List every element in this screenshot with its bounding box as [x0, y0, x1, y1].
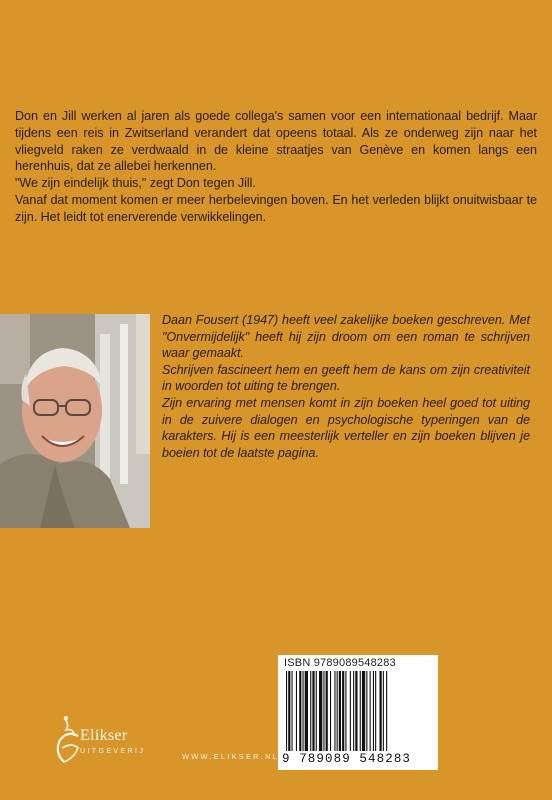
bio-paragraph-1: Daan Fousert (1947) heeft veel zakelijke boeken geschreven. Met "Onvermijdelijk" heeft hij zijn droom om een roman te schrijven waar gemaakt. — [162, 313, 530, 361]
author-photo — [0, 314, 150, 528]
isbn-label: ISBN 9789089548283 — [284, 657, 396, 669]
barcode-bars — [284, 671, 432, 753]
bio-paragraph-3: Zijn ervaring met mensen komt in zijn boeken heel goed tot uiting in de zuivere dialogen en psychologische typeringen van de karakters. Hij is een meesterlijk verteller en zijn boeken blijven je boeien tot de laatste pagina. — [162, 395, 530, 460]
bio-paragraph-2: Schrijven fascineert hem en geeft hem de kans om zijn creativiteit in woorden tot uiting te brengen. — [162, 362, 530, 394]
publisher-website[interactable]: WWW.ELIKSER.NL — [182, 752, 280, 761]
back-cover-blurb — [15, 108, 537, 226]
publisher-subtitle: UITGEVERIJ — [80, 748, 146, 755]
blurb-paragraph-1: Don en Jill werken al jaren als goede collega's samen voor een internationaal bedrijf. Maar tijdens een reis in Zwitserland verandert dat opeens totaal. Als ze onderweg zijn naar het vliegveld raken ze verdwaald in de kleine straatjes van Genève en komen langs een herenhuis, dat ze allebei herkennen. — [15, 109, 537, 174]
blurb-paragraph-2: "We zijn eindelijk thuis," zegt Don tegen Jill. — [15, 176, 256, 191]
blurb-paragraph-3: Vanaf dat moment komen er meer herbelevingen boven. En het verleden blijkt onuitwisbaar te zijn. Het leidt tot enerverende verwikkelingen. — [15, 192, 537, 224]
isbn-digits: 9 789089 548283 — [282, 752, 412, 766]
isbn-barcode — [278, 655, 438, 770]
publisher-name: Elikser — [80, 727, 128, 744]
author-bio — [162, 312, 530, 461]
